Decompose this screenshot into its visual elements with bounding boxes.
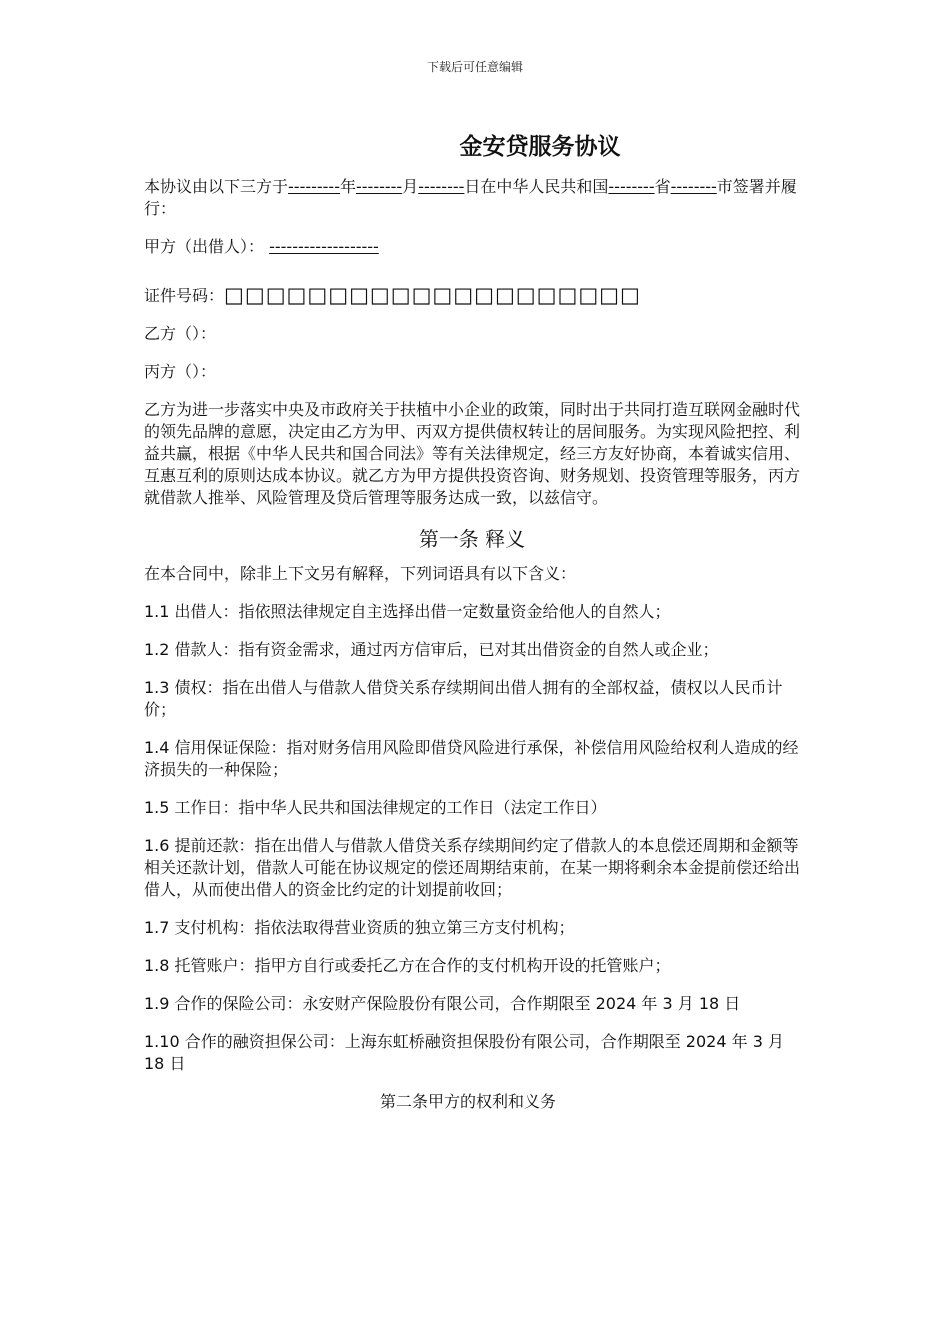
article2-title: 第二条甲方的权利和义务 (379, 1092, 556, 1111)
article1-title: 第一条 释义 (418, 527, 526, 551)
intro-paragraph (144, 176, 804, 220)
intro-text: 省 (654, 177, 671, 196)
preamble-paragraph: 乙方为进一步落实中央及市政府关于扶植中小企业的政策，同时出于共同打造互联网金融时代的领先品牌的意愿，决定由乙方为甲、丙双方提供债权转让的居间服务。为实现风险把控、利益共赢，根据《中华人民共和国合同法》等有关法律规定，经三方友好协商，本着诚实信用、互惠互利的原则达成本协议。就乙方为甲方提供投资咨询、财务规划、投资管理等服务，丙方就借款人推举、风险管理及贷后管理等服务达成一致，以兹信守。 (144, 400, 801, 507)
intro-text: 本协议由以下三方于 (144, 177, 289, 196)
party-c-line: 丙方（）： (144, 362, 217, 381)
definition-item: 1.10 合作的融资担保公司：上海东虹桥融资担保股份有限公司，合作期限至 2024 年 3 月 18 日 (144, 1032, 784, 1073)
id-number-boxes: □□□□□□□□□□□□□□□□□□□□ (224, 283, 641, 307)
definition-item: 1.1 出借人：指依照法律规定自主选择出借一定数量资金给他人的自然人； (144, 602, 671, 621)
document-body (144, 176, 804, 1113)
header-note: 下载后可任意编辑 (426, 60, 523, 74)
definition-item: 1.4 信用保证保险：指对财务信用风险即借贷风险进行承保，补偿信用风险给权利人造成的经济损失的一种保险； (144, 738, 799, 779)
intro-text: 日在中华人民共和国 (464, 177, 609, 196)
definition-item: 1.7 支付机构：指依法取得营业资质的独立第三方支付机构； (144, 918, 575, 937)
definition-item: 1.2 借款人：指有资金需求，通过丙方信审后，已对其出借资金的自然人或企业； (144, 640, 719, 659)
intro-text: 市签署并履行： (144, 177, 797, 218)
id-number-label: 证件号码： (144, 286, 225, 305)
blank-day: -------- (418, 177, 465, 196)
id-number-line (144, 284, 804, 307)
party-a-line (144, 236, 804, 258)
intro-text: 月 (402, 177, 419, 196)
blank-city: -------- (670, 177, 717, 196)
party-a-label: 甲方（出借人）： (144, 237, 265, 256)
definition-item: 1.8 托管账户：指甲方自行或委托乙方在合作的支付机构开设的托管账户； (144, 956, 671, 975)
blank-year: --------- (288, 177, 340, 196)
party-b-line: 乙方（）： (144, 324, 217, 343)
intro-text: 年 (339, 177, 356, 196)
definition-item: 1.5 工作日：指中华人民共和国法律规定的工作日（法定工作日） (144, 798, 607, 817)
definition-item: 1.6 提前还款：指在出借人与借款人借贷关系存续期间约定了借款人的本息偿还周期和金额等相关还款计划，借款人可能在协议规定的偿还周期结束前，在某一期将剩余本金提前偿还给出借人，从而使出借人的资金比约定的计划提前收回； (144, 836, 801, 899)
definition-item: 1.9 合作的保险公司：永安财产保险股份有限公司，合作期限至 2024 年 3 月 18 日 (144, 994, 741, 1013)
party-a-blank: ------------------- (269, 237, 379, 256)
definition-item: 1.3 债权：指在出借人与借款人借贷关系存续期间出借人拥有的全部权益，债权以人民币计价； (144, 678, 783, 719)
document-title: 金安贷服务协议 (459, 134, 621, 160)
blank-province: -------- (608, 177, 655, 196)
blank-month: -------- (356, 177, 403, 196)
article1-lead: 在本合同中，除非上下文另有解释，下列词语具有以下含义： (144, 564, 577, 583)
